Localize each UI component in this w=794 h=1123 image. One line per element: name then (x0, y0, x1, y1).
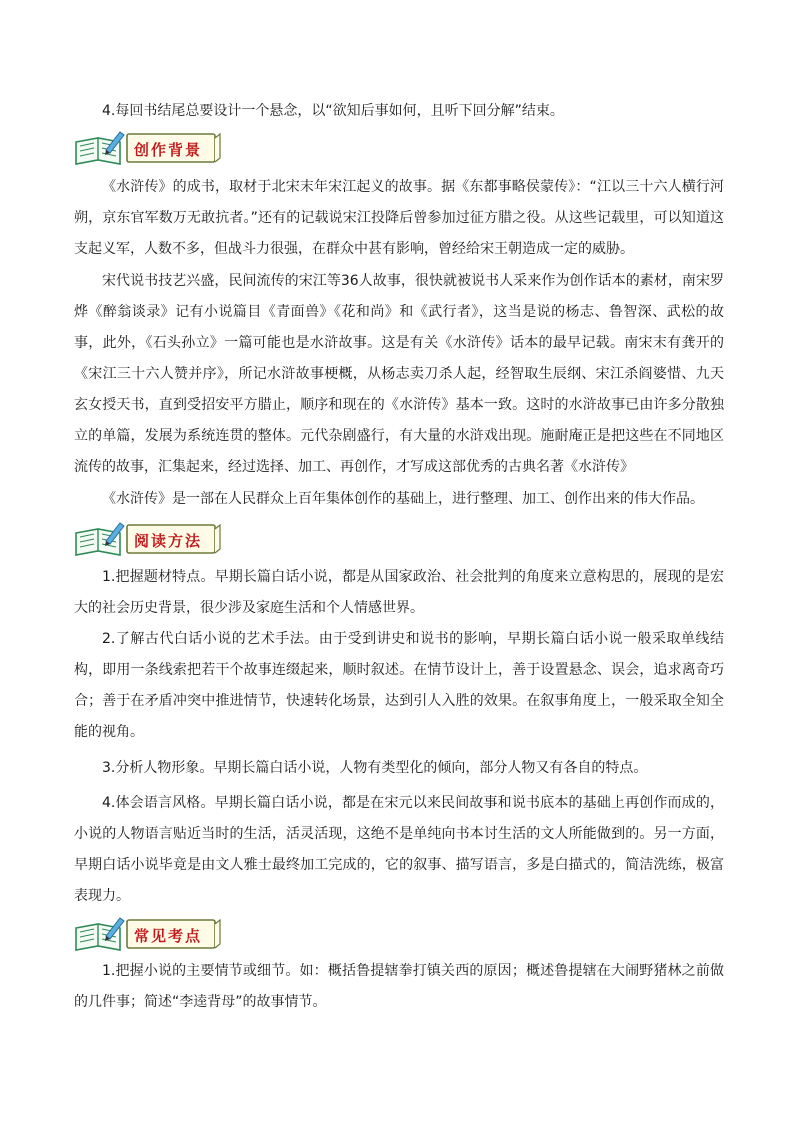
paragraph: 宋代说书技艺兴盛，民间流传的宋江等36人故事，很快就被说书人采来作为创作话本的素材，南宋罗烨《醉翁谈录》记有小说篇目《青面兽》《花和尚》和《武行者》，这当是说的杨志、鲁智深、武松的故事，此外，《石头孙立》一篇可能也是水浒故事。这是有关《水浒传》话本的最早记载。南宋末有龚开的《宋江三十六人赞并序》，所记水浒故事梗概，从杨志卖刀杀人起，经智取生辰纲、宋江杀阎婆惜、九天玄女授天书，直到受招安平方腊止，顺序和现在的《水浒传》基本一致。这时的水浒故事已由许多分散独立的单篇，发展为系统连贯的整体。元代杂剧盛行，有大量的水浒戏出现。施耐庵正是把这些在不同地区流传的故事，汇集起来，经过选择、加工、再创作，才写成这部优秀的古典名著《水浒传》 (74, 273, 724, 475)
section-heading-exam-points (72, 914, 222, 954)
section-heading-label: 创作背景 (134, 141, 203, 159)
intro-tip: 4.每回书结尾总要设计一个悬念，以“欲知后事如何，且听下回分解”结束。 (102, 103, 564, 119)
paragraph: 1.把握小说的主要情节或细节。如：概括鲁提辖拳打镇关西的原因；概述鲁提辖在大闹野猪林之前做的几件事；简述“李逵背母”的故事情节。 (74, 963, 724, 1010)
paragraph: 《水浒传》是一部在人民群众上百年集体创作的基础上，进行整理、加工、创作出来的伟大作品。 (102, 491, 704, 507)
paragraph: 4.体会语言风格。早期长篇白话小说，都是在宋元以来民间故事和说书底本的基础上再创作而成的，小说的人物语言贴近当时的生活，活灵活现，这绝不是单纯向书本讨生活的文人所能做到的。另一方面，早期白话小说毕竟是由文人雅士最终加工完成的，它的叙事、描写语言，多是白描式的，简洁洗练，极富表现力。 (74, 795, 724, 904)
section-heading-label: 阅读方法 (134, 532, 203, 550)
section-heading-background (72, 128, 222, 168)
paragraph: 3.分析人物形象。早期长篇白话小说，人物有类型化的倾向，部分人物又有各自的特点。 (102, 760, 648, 776)
section-heading-label: 常见考点 (134, 927, 203, 945)
section-heading-reading-method (72, 519, 222, 559)
paragraph: 《水浒传》的成书，取材于北宋末年宋江起义的故事。据《东都事略侯蒙传》：“江以三十六人横行河朔，京东官军数万无敢抗者。”还有的记载说宋江投降后曾参加过征方腊之役。从这些记载里，可以知道这支起义军，人数不多，但战斗力很强，在群众中甚有影响，曾经给宋王朝造成一定的威胁。 (74, 179, 724, 257)
paragraph: 1.把握题材特点。早期长篇白话小说，都是从国家政治、社会批判的角度来立意构思的，展现的是宏大的社会历史背景，很少涉及家庭生活和个人情感世界。 (74, 569, 724, 616)
paragraph: 2.了解古代白话小说的艺术手法。由于受到讲史和说书的影响，早期长篇白话小说一般采取单线结构，即用一条线索把若干个故事连缀起来，顺时叙述。在情节设计上，善于设置悬念、误会，追求离奇巧合；善于在矛盾冲突中推进情节，快速转化场景，达到引人入胜的效果。在叙事角度上，一般采取全知全能的视角。 (74, 631, 724, 740)
